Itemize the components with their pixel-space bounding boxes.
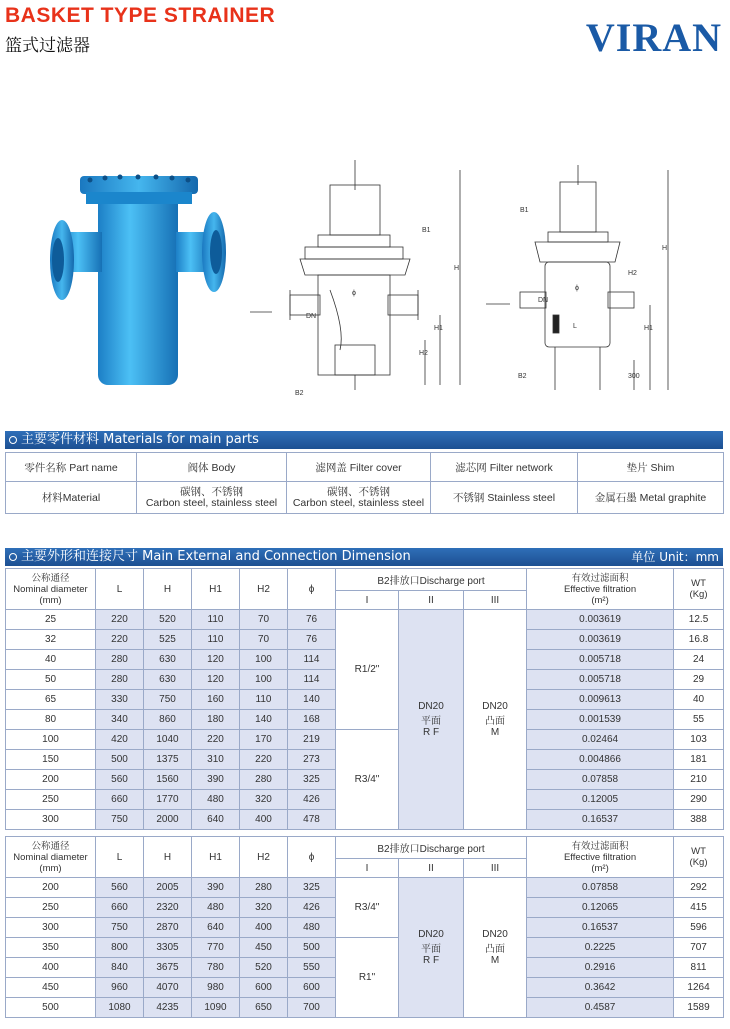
cell-h1: 310 [192, 750, 240, 770]
header-h1: H1 [192, 837, 240, 878]
cell-filtration-area: 0.005718 [527, 670, 674, 690]
header-phi: ϕ [288, 837, 336, 878]
materials-title: 主要零件材料 Materials for main parts [21, 432, 259, 447]
cell-weight: 55 [674, 710, 724, 730]
page-title: BASKET TYPE STRAINER [5, 4, 276, 27]
cell-l: 420 [96, 730, 144, 750]
cell-h2: 110 [240, 690, 288, 710]
cell-h2: 650 [240, 998, 288, 1018]
cell-phi: 114 [288, 670, 336, 690]
port-i-value: R3/4" [336, 730, 399, 830]
cell-dn: 100 [6, 730, 96, 750]
cell-dn: 250 [6, 898, 96, 918]
label-h-2: H [662, 245, 668, 252]
cell-h: 1040 [144, 730, 192, 750]
cell-h: 630 [144, 670, 192, 690]
cell-h1: 770 [192, 938, 240, 958]
cell-dn: 200 [6, 878, 96, 898]
port-i-value: R1/2" [336, 610, 399, 730]
mat-network-value: 不锈钢 Stainless steel [431, 482, 578, 514]
header-weight: WT (Kg) [674, 569, 724, 610]
cell-weight: 415 [674, 898, 724, 918]
header-h2: H2 [240, 569, 288, 610]
bullet-icon [9, 436, 17, 444]
cell-weight: 811 [674, 958, 724, 978]
cell-weight: 40 [674, 690, 724, 710]
cell-h2: 280 [240, 770, 288, 790]
cell-dn: 450 [6, 978, 96, 998]
label-b2-1: B2 [295, 390, 304, 397]
product-figures [0, 150, 730, 410]
cell-l: 280 [96, 670, 144, 690]
label-h2-1: H2 [419, 350, 428, 357]
cell-h2: 220 [240, 750, 288, 770]
header-filtration-area: 有效过滤面积 Effective filtration (m²) [527, 837, 674, 878]
cell-phi: 114 [288, 650, 336, 670]
cell-phi: 480 [288, 918, 336, 938]
cell-dn: 200 [6, 770, 96, 790]
cell-dn: 80 [6, 710, 96, 730]
port-iii-value: DN20 凸面 M [464, 878, 527, 1018]
header-port-iii: III [464, 859, 527, 878]
cell-l: 280 [96, 650, 144, 670]
cell-l: 750 [96, 810, 144, 830]
label-phi-1: ϕ [352, 290, 356, 297]
cell-filtration-area: 0.2225 [527, 938, 674, 958]
cell-filtration-area: 0.2916 [527, 958, 674, 978]
cell-h2: 400 [240, 810, 288, 830]
cell-h2: 280 [240, 878, 288, 898]
cell-h: 630 [144, 650, 192, 670]
label-phi-2: ϕ [575, 285, 579, 292]
cell-h1: 640 [192, 810, 240, 830]
header-port-ii: II [399, 859, 464, 878]
cell-h: 2320 [144, 898, 192, 918]
cell-dn: 32 [6, 630, 96, 650]
label-dn-1: DN [306, 313, 317, 320]
table-row [6, 610, 724, 630]
label-b2-2: B2 [518, 373, 527, 380]
cell-phi: 219 [288, 730, 336, 750]
cell-dn: 500 [6, 998, 96, 1018]
cell-h: 1560 [144, 770, 192, 790]
cell-h2: 170 [240, 730, 288, 750]
cell-weight: 181 [674, 750, 724, 770]
header-l: L [96, 569, 144, 610]
cell-weight: 103 [674, 730, 724, 750]
cell-h2: 450 [240, 938, 288, 958]
mat-cover-value: 碳钢、不锈钢 Carbon steel, stainless steel [287, 482, 431, 514]
cell-h1: 390 [192, 878, 240, 898]
header-h2: H2 [240, 837, 288, 878]
cell-h: 520 [144, 610, 192, 630]
cell-dn: 25 [6, 610, 96, 630]
cell-h1: 120 [192, 650, 240, 670]
cell-filtration-area: 0.001539 [527, 710, 674, 730]
cell-weight: 1264 [674, 978, 724, 998]
cell-dn: 300 [6, 918, 96, 938]
cell-weight: 707 [674, 938, 724, 958]
cell-h1: 390 [192, 770, 240, 790]
cell-h2: 70 [240, 610, 288, 630]
cell-phi: 700 [288, 998, 336, 1018]
cell-filtration-area: 0.16537 [527, 810, 674, 830]
header-port-i: I [336, 591, 399, 610]
cell-weight: 290 [674, 790, 724, 810]
port-ii-value: DN20 平面 R F [399, 610, 464, 830]
table-row [6, 938, 724, 958]
table-row [6, 878, 724, 898]
cell-h: 1770 [144, 790, 192, 810]
cell-l: 500 [96, 750, 144, 770]
cell-l: 560 [96, 770, 144, 790]
cell-filtration-area: 0.02464 [527, 730, 674, 750]
mat-body-value: 碳钢、不锈钢 Carbon steel, stainless steel [137, 482, 287, 514]
label-h1-2: H1 [644, 325, 653, 332]
page-subtitle: 篮式过滤器 [5, 36, 90, 56]
header-phi: ϕ [288, 569, 336, 610]
header-l: L [96, 837, 144, 878]
cell-h1: 480 [192, 790, 240, 810]
cell-h2: 320 [240, 898, 288, 918]
materials-section-header [5, 431, 723, 449]
cell-h: 4070 [144, 978, 192, 998]
cell-h: 3305 [144, 938, 192, 958]
header-nominal-diameter: 公称通径 Nominal diameter (mm) [6, 569, 96, 610]
cell-phi: 500 [288, 938, 336, 958]
cell-weight: 596 [674, 918, 724, 938]
cell-h2: 140 [240, 710, 288, 730]
cell-l: 840 [96, 958, 144, 978]
header-discharge-port: B2排放口Discharge port [336, 837, 527, 859]
cell-dn: 150 [6, 750, 96, 770]
cell-h1: 480 [192, 898, 240, 918]
cell-filtration-area: 0.003619 [527, 630, 674, 650]
header-discharge-port: B2排放口Discharge port [336, 569, 527, 591]
label-h2-2: H2 [628, 270, 637, 277]
drawing-small [486, 165, 668, 390]
cell-filtration-area: 0.12005 [527, 790, 674, 810]
cell-dn: 250 [6, 790, 96, 810]
strainer-photo [50, 175, 226, 386]
cell-phi: 168 [288, 710, 336, 730]
cell-h1: 180 [192, 710, 240, 730]
mat-header-shim: 垫片 Shim [578, 453, 724, 482]
cell-h: 1375 [144, 750, 192, 770]
cell-h: 2000 [144, 810, 192, 830]
mat-header-network: 滤芯网 Filter network [431, 453, 578, 482]
table-row [6, 730, 724, 750]
port-iii-value: DN20 凸面 M [464, 610, 527, 830]
cell-h1: 1090 [192, 998, 240, 1018]
cell-l: 220 [96, 610, 144, 630]
cell-l: 660 [96, 898, 144, 918]
cell-l: 1080 [96, 998, 144, 1018]
drawing-large [250, 160, 460, 390]
mat-header-part: 零件名称 Part name [6, 453, 137, 482]
cell-filtration-area: 0.07858 [527, 770, 674, 790]
cell-l: 330 [96, 690, 144, 710]
label-l-2: L [573, 323, 577, 330]
port-i-value: R1" [336, 938, 399, 1018]
label-h-1: H [454, 265, 460, 272]
cell-h1: 980 [192, 978, 240, 998]
materials-table [5, 452, 724, 514]
cell-filtration-area: 0.3642 [527, 978, 674, 998]
cell-h: 4235 [144, 998, 192, 1018]
mat-header-cover: 滤网盖 Filter cover [287, 453, 431, 482]
cell-weight: 210 [674, 770, 724, 790]
cell-weight: 12.5 [674, 610, 724, 630]
cell-h2: 100 [240, 670, 288, 690]
mat-shim-value: 金属石墨 Metal graphite [578, 482, 724, 514]
cell-dn: 300 [6, 810, 96, 830]
cell-h: 860 [144, 710, 192, 730]
label-h1-1: H1 [434, 325, 443, 332]
dimension-section-header [5, 548, 723, 566]
label-dn-2: DN [538, 297, 549, 304]
cell-phi: 550 [288, 958, 336, 978]
cell-h: 525 [144, 630, 192, 650]
bullet-icon [9, 553, 17, 561]
cell-weight: 292 [674, 878, 724, 898]
cell-weight: 29 [674, 670, 724, 690]
port-ii-value: DN20 平面 R F [399, 878, 464, 1018]
cell-filtration-area: 0.009613 [527, 690, 674, 710]
cell-h1: 110 [192, 630, 240, 650]
cell-filtration-area: 0.12065 [527, 898, 674, 918]
cell-phi: 76 [288, 630, 336, 650]
cell-l: 660 [96, 790, 144, 810]
cell-weight: 24 [674, 650, 724, 670]
cell-l: 960 [96, 978, 144, 998]
header-port-ii: II [399, 591, 464, 610]
cell-filtration-area: 0.004866 [527, 750, 674, 770]
cell-weight: 388 [674, 810, 724, 830]
header-h: H [144, 837, 192, 878]
cell-phi: 478 [288, 810, 336, 830]
cell-filtration-area: 0.4587 [527, 998, 674, 1018]
cell-filtration-area: 0.07858 [527, 878, 674, 898]
cell-dn: 350 [6, 938, 96, 958]
cell-h: 2005 [144, 878, 192, 898]
header-filtration-area: 有效过滤面积 Effective filtration (m²) [527, 569, 674, 610]
cell-h1: 780 [192, 958, 240, 978]
cell-h2: 320 [240, 790, 288, 810]
brand-logo: VIRAN [585, 15, 722, 60]
cell-h2: 600 [240, 978, 288, 998]
cell-h2: 100 [240, 650, 288, 670]
cell-phi: 426 [288, 790, 336, 810]
header-port-iii: III [464, 591, 527, 610]
unit-label: 单位 Unit：mm [631, 550, 719, 564]
label-b1-2: B1 [520, 207, 529, 214]
port-i-value: R3/4" [336, 878, 399, 938]
cell-phi: 325 [288, 878, 336, 898]
cell-dn: 65 [6, 690, 96, 710]
cell-phi: 426 [288, 898, 336, 918]
cell-phi: 76 [288, 610, 336, 630]
header-h: H [144, 569, 192, 610]
mat-row-label: 材料Material [6, 482, 137, 514]
cell-h1: 120 [192, 670, 240, 690]
cell-filtration-area: 0.005718 [527, 650, 674, 670]
label-300: 300 [628, 373, 640, 380]
cell-l: 220 [96, 630, 144, 650]
cell-l: 800 [96, 938, 144, 958]
header-nominal-diameter: 公称通径 Nominal diameter (mm) [6, 837, 96, 878]
cell-h2: 70 [240, 630, 288, 650]
cell-l: 750 [96, 918, 144, 938]
cell-filtration-area: 0.16537 [527, 918, 674, 938]
cell-weight: 16.8 [674, 630, 724, 650]
cell-phi: 325 [288, 770, 336, 790]
cell-dn: 50 [6, 670, 96, 690]
cell-h: 750 [144, 690, 192, 710]
cell-h1: 640 [192, 918, 240, 938]
cell-h1: 220 [192, 730, 240, 750]
cell-h1: 160 [192, 690, 240, 710]
header-h1: H1 [192, 569, 240, 610]
cell-h1: 110 [192, 610, 240, 630]
dimension-table-1 [5, 568, 724, 830]
header-weight: WT (Kg) [674, 837, 724, 878]
cell-dn: 40 [6, 650, 96, 670]
cell-filtration-area: 0.003619 [527, 610, 674, 630]
cell-h2: 520 [240, 958, 288, 978]
cell-phi: 273 [288, 750, 336, 770]
cell-weight: 1589 [674, 998, 724, 1018]
header-port-i: I [336, 859, 399, 878]
cell-h2: 400 [240, 918, 288, 938]
cell-phi: 600 [288, 978, 336, 998]
cell-l: 340 [96, 710, 144, 730]
cell-phi: 140 [288, 690, 336, 710]
mat-header-body: 阀体 Body [137, 453, 287, 482]
dimension-title: 主要外形和连接尺寸 Main External and Connection Dimension [21, 549, 411, 564]
cell-dn: 400 [6, 958, 96, 978]
cell-l: 560 [96, 878, 144, 898]
label-b1-1: B1 [422, 227, 431, 234]
dimension-table-2 [5, 836, 724, 1018]
cell-h: 2870 [144, 918, 192, 938]
cell-h: 3675 [144, 958, 192, 978]
